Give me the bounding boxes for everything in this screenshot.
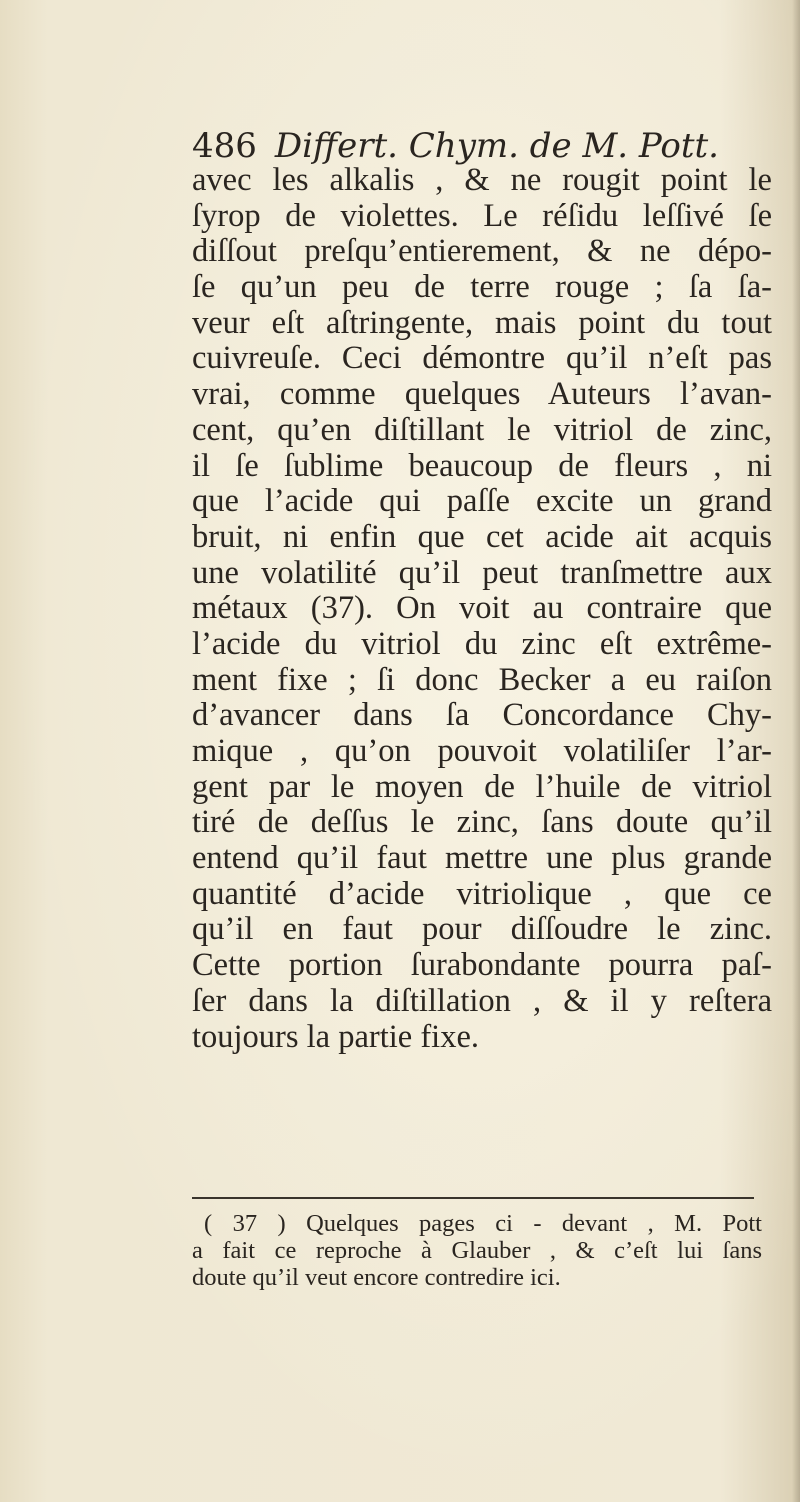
page-edge-shadow	[792, 0, 800, 1502]
page-number: 486	[192, 126, 257, 166]
text-line: il ſe ſublime beaucoup de fleurs , ni	[192, 447, 772, 484]
text-line: veur eſt aſtringente, mais point du tout	[192, 304, 772, 341]
text-line: cuivreuſe. Ceci démontre qu’il n’eſt pas	[192, 340, 772, 377]
text-line: qu’il en faut pour diſſoudre le zinc.	[192, 911, 772, 948]
footnote-line: doute qu’il veut encore contredire ici.	[192, 1264, 561, 1291]
text-line: ſyrop de violettes. Le réſidu leſſivé ſe	[192, 197, 772, 234]
footnote-line: ( 37 ) Quelques pages ci - devant , M. Pott	[204, 1210, 762, 1237]
text-line: cent, qu’en diſtillant le vitriol de zinc,	[192, 411, 772, 448]
text-line: Cette portion ſurabondante pourra paſ-	[192, 947, 772, 984]
text-line: ſer dans la diſtillation , & il y reſtera	[192, 982, 772, 1019]
footnote-rule	[192, 1197, 754, 1199]
text-line: une volatilité qu’il peut tranſmettre aux	[192, 554, 772, 591]
text-line: entend qu’il faut mettre une plus grande	[192, 840, 772, 877]
text-line: ſe qu’un peu de terre rouge ; ſa ſa-	[192, 269, 772, 306]
text-line: toujours la partie fixe.	[192, 1018, 479, 1055]
body-text	[192, 163, 772, 1055]
text-line: tiré de deſſus le zinc, ſans doute qu’il	[192, 804, 772, 841]
text-line: diſſout preſqu’entierement, & ne dépo-	[192, 233, 772, 270]
text-line: quantité d’acide vitriolique , que ce	[192, 875, 772, 912]
text-line: que l’acide qui paſſe excite un grand	[192, 483, 772, 520]
text-line: bruit, ni enfin que cet acide ait acquis	[192, 518, 772, 555]
text-line: gent par le moyen de l’huile de vitriol	[192, 768, 772, 805]
footnote-line: a fait ce reproche à Glauber , & c’eſt lui ſans	[192, 1237, 762, 1264]
text-line: mique , qu’on pouvoit volatiliſer l’ar-	[192, 733, 772, 769]
text-line: vrai, comme quelques Auteurs l’avan-	[192, 376, 772, 413]
running-title: Differt. Chym. de M. Pott.	[274, 126, 719, 166]
footnote	[192, 1210, 762, 1291]
text-line: avec les alkalis , & ne rougit point le	[192, 162, 772, 198]
text-line: l’acide du vitriol du zinc eſt extrême-	[192, 625, 772, 662]
text-line: d’avancer dans ſa Concordance Chy-	[192, 697, 772, 734]
text-line: ment fixe ; ſi donc Becker a eu raiſon	[192, 661, 772, 698]
text-line: métaux (37). On voit au contraire que	[192, 590, 772, 627]
